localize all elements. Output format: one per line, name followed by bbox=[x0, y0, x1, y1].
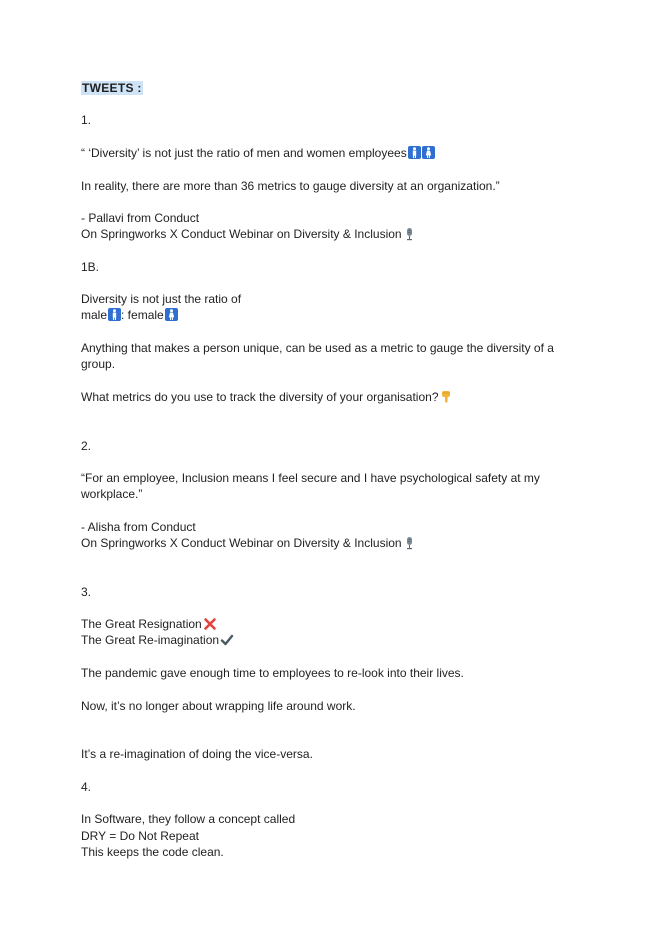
womens-room-icon bbox=[165, 308, 178, 321]
tweet-2-quote-line-2: workplace.” bbox=[81, 487, 143, 501]
tweet-4-line-3: This keeps the code clean. bbox=[81, 845, 224, 859]
mens-room-icon bbox=[108, 308, 121, 321]
microphone-icon bbox=[403, 536, 416, 554]
womens-room-icon bbox=[422, 146, 435, 159]
tweet-1b-line-3: Anything that makes a person unique, can be used as a metric to gauge the diversity of a bbox=[81, 341, 554, 355]
tweet-1-source-text: On Springworks X Conduct Webinar on Diversity & Inclusion bbox=[81, 227, 402, 241]
tweet-1b-number: 1B. bbox=[81, 260, 100, 274]
tweet-1b-male-label: male bbox=[81, 308, 108, 322]
tweet-1-quote-line-2: In reality, there are more than 36 metrics to gauge diversity at an organization.” bbox=[81, 179, 500, 193]
tweet-1b-question-text: What metrics do you use to track the diversity of your organisation? bbox=[81, 390, 439, 404]
tweet-4-line-2: DRY = Do Not Repeat bbox=[81, 829, 199, 843]
tweet-3-line-2-text: The Great Re-imagination bbox=[81, 633, 220, 647]
tweet-1-source bbox=[81, 226, 416, 245]
tweet-3-line-1-text: The Great Resignation bbox=[81, 617, 202, 631]
tweet-3-line-3: The pandemic gave enough time to employees to re-look into their lives. bbox=[81, 666, 464, 680]
backhand-index-pointing-down-icon bbox=[440, 390, 453, 408]
tweet-1-quote-line-1 bbox=[81, 145, 435, 161]
tweet-1b-female-label: : female bbox=[121, 308, 164, 322]
tweets-heading bbox=[81, 80, 143, 96]
check-mark-icon bbox=[220, 633, 234, 651]
tweet-1b-line-1: Diversity is not just the ratio of bbox=[81, 292, 242, 306]
mens-room-icon bbox=[408, 146, 421, 159]
tweet-2-source-text: On Springworks X Conduct Webinar on Diversity & Inclusion bbox=[81, 536, 402, 550]
tweet-1b-question bbox=[81, 389, 453, 408]
tweet-2-source bbox=[81, 535, 416, 554]
tweet-1-number: 1. bbox=[81, 113, 92, 127]
tweet-1-quote-text: “ ‘Diversity’ is not just the ratio of men and women employees bbox=[81, 146, 407, 160]
microphone-icon bbox=[403, 227, 416, 245]
tweet-1b-line-4: group. bbox=[81, 357, 116, 371]
tweet-1b-line-2 bbox=[81, 307, 178, 323]
page-title: TWEETS : bbox=[82, 81, 142, 95]
tweet-2-number: 2. bbox=[81, 439, 92, 453]
tweet-4-line-1: In Software, they follow a concept called bbox=[81, 812, 296, 826]
tweet-3-line-4: Now, it’s no longer about wrapping life around work. bbox=[81, 699, 356, 713]
tweet-1-attribution: - Pallavi from Conduct bbox=[81, 211, 200, 225]
tweet-2-attribution: - Alisha from Conduct bbox=[81, 520, 196, 534]
tweet-3-number: 3. bbox=[81, 585, 92, 599]
tweet-3-line-5: It’s a re-imagination of doing the vice-versa. bbox=[81, 747, 313, 761]
tweet-2-quote-line-1: “For an employee, Inclusion means I feel secure and I have psychological safety at my bbox=[81, 471, 540, 485]
tweet-3-line-2 bbox=[81, 632, 234, 651]
tweet-4-number: 4. bbox=[81, 780, 92, 794]
